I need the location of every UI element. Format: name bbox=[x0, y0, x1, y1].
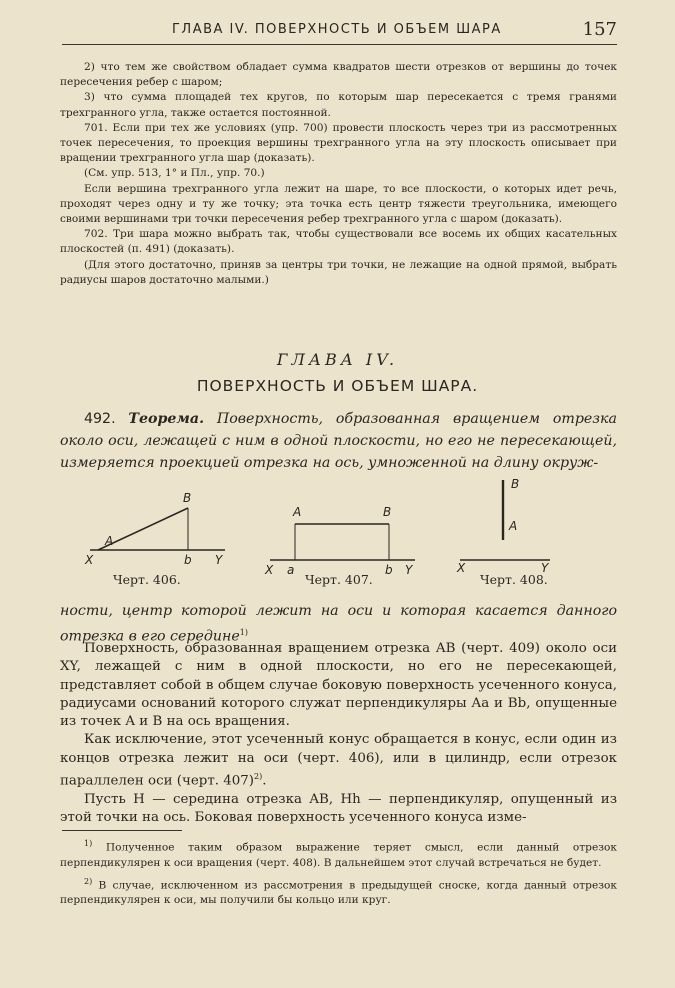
footnote-divider bbox=[62, 830, 182, 831]
label-x: X bbox=[265, 563, 274, 577]
label-y: Y bbox=[215, 553, 223, 567]
label-b-upper: B bbox=[183, 491, 192, 505]
label-x: X bbox=[85, 553, 94, 567]
page-header bbox=[62, 20, 617, 45]
figure-408 bbox=[455, 472, 565, 575]
chapter-title: ПОВЕРХНОСТЬ И ОБЪЕМ ШАРА. bbox=[196, 377, 479, 395]
exercise-paragraph: 3) что сумма площадей тех кругов, по которым шар пересекается с тремя гранями трехгранного угла, также остается постоянной. bbox=[60, 91, 617, 119]
label-a-upper: A bbox=[293, 505, 302, 519]
footnote-ref: 2) bbox=[254, 772, 263, 782]
exercise-paragraph: Если вершина трехгранного угла лежит на шаре, то все плоскости, о которых идет речь, проходят через одну и ту же точку; эта точка есть центр тяжести треугольника, имеющего своими вершинами три точки пересечения ребер трехгранного угла с шаром (доказать). bbox=[60, 182, 617, 226]
footnote bbox=[60, 874, 617, 909]
exercise-paragraph: (См. упр. 513, 1° и Пл., упр. 70.) bbox=[84, 167, 265, 180]
body-paragraph: Поверхность, образованная вращением отрезка AB (черт. 409) около оси XY, лежащей с ним в одной плоскости, но его не пересекающей, представляет собой в общем случае боковую поверхность усеченного конуса, радиусами оснований которого служат перпендикуляры Aa и Bb, опущенные из точек A и B на ось вращения. bbox=[60, 641, 617, 730]
body-paragraph: Пусть H — середина отрезка AB, Hh — перпендикуляр, опущенный из этой точки на ось. Боковая поверхность усеченного конуса изме- bbox=[60, 791, 617, 826]
body-paragraph bbox=[60, 731, 617, 790]
page-number: 157 bbox=[582, 19, 617, 40]
theorem-text: Поверхность, образованная вращением отрезка около оси, лежащей с ним в одной плоскости, но его не пересекающей, измеряется проекцией отрезка на ось, умноженной на длину окруж- bbox=[60, 411, 617, 471]
exercise-paragraph: 2) что тем же свойством обладает сумма квадратов шести отрезков от вершины до точек пересечения ребер с шаром; bbox=[60, 61, 617, 89]
figures-row bbox=[0, 470, 675, 600]
body-text bbox=[60, 640, 617, 827]
running-head: ГЛАВА IV. ПОВЕРХНОСТЬ И ОБЪЕМ ШАРА bbox=[172, 22, 502, 37]
label-b-lower: b bbox=[385, 563, 393, 577]
figure-407-caption: Черт. 407. bbox=[305, 572, 373, 587]
footnote-text: Полученное таким образом выражение теряет смысл, если данный отрезок перпендикулярен к оси вращения (черт. 408). В дальнейшем этот случай встречаться не будет. bbox=[60, 841, 617, 869]
body-paragraph-text: Как исключение, этот усеченный конус обращается в конус, если один из концов отрезка лежит на оси (черт. 406), или в цилиндр, если отрезок параллелен оси (черт. 407) bbox=[60, 732, 617, 789]
theorem-number: 492. bbox=[84, 411, 116, 427]
label-b-upper: B bbox=[383, 505, 392, 519]
label-y: Y bbox=[541, 561, 549, 575]
label-a-lower: a bbox=[287, 563, 295, 577]
label-a: A bbox=[509, 519, 518, 533]
exercise-paragraph: (Для этого достаточно, приняв за центры три точки, не лежащие на одной прямой, выбрать радиусы шаров достаточно малыми.) bbox=[60, 258, 617, 286]
figure-406-caption: Черт. 406. bbox=[113, 572, 181, 587]
label-b-lower: b bbox=[184, 553, 192, 567]
footnote bbox=[60, 836, 617, 871]
footnote-ref: 1) bbox=[239, 628, 248, 637]
footnote-mark: 2) bbox=[84, 876, 93, 886]
chapter-label: ГЛАВА IV. bbox=[276, 350, 399, 369]
label-b: B bbox=[511, 477, 520, 491]
figure-407 bbox=[265, 488, 425, 577]
exercises-block bbox=[60, 60, 617, 288]
footnote-text: В случае, исключенном из рассмотрения в предыдущей сноске, когда данный отрезок перпендикулярен к оси, мы получили бы кольцо или круг. bbox=[60, 879, 617, 907]
theorem-label: Теорема. bbox=[128, 411, 205, 427]
body-paragraph-end: . bbox=[262, 773, 267, 789]
theorem-text-continued: ности, центр которой лежит на оси и которая касается данного отрезка в его середине bbox=[60, 603, 617, 645]
label-y: Y bbox=[405, 563, 413, 577]
exercise-paragraph: 702. Три шара можно выбрать так, чтобы существовали все восемь их общих касательных плоскостей (п. 491) (доказать). bbox=[60, 228, 617, 256]
figure-408-caption: Черт. 408. bbox=[480, 572, 548, 587]
theorem-statement bbox=[60, 408, 617, 474]
label-x: X bbox=[457, 561, 466, 575]
figure-406 bbox=[85, 488, 235, 568]
label-a: A bbox=[105, 534, 114, 548]
exercise-paragraph: 701. Если при тех же условиях (упр. 700) провести плоскость через три из рассмотренных точек пересечения, то проекция вершины трехгранного угла на эту плоскость описывает при вращении трехгранного угла шар (доказать). bbox=[60, 121, 617, 165]
footnotes bbox=[60, 836, 617, 911]
footnote-mark: 1) bbox=[84, 839, 93, 848]
